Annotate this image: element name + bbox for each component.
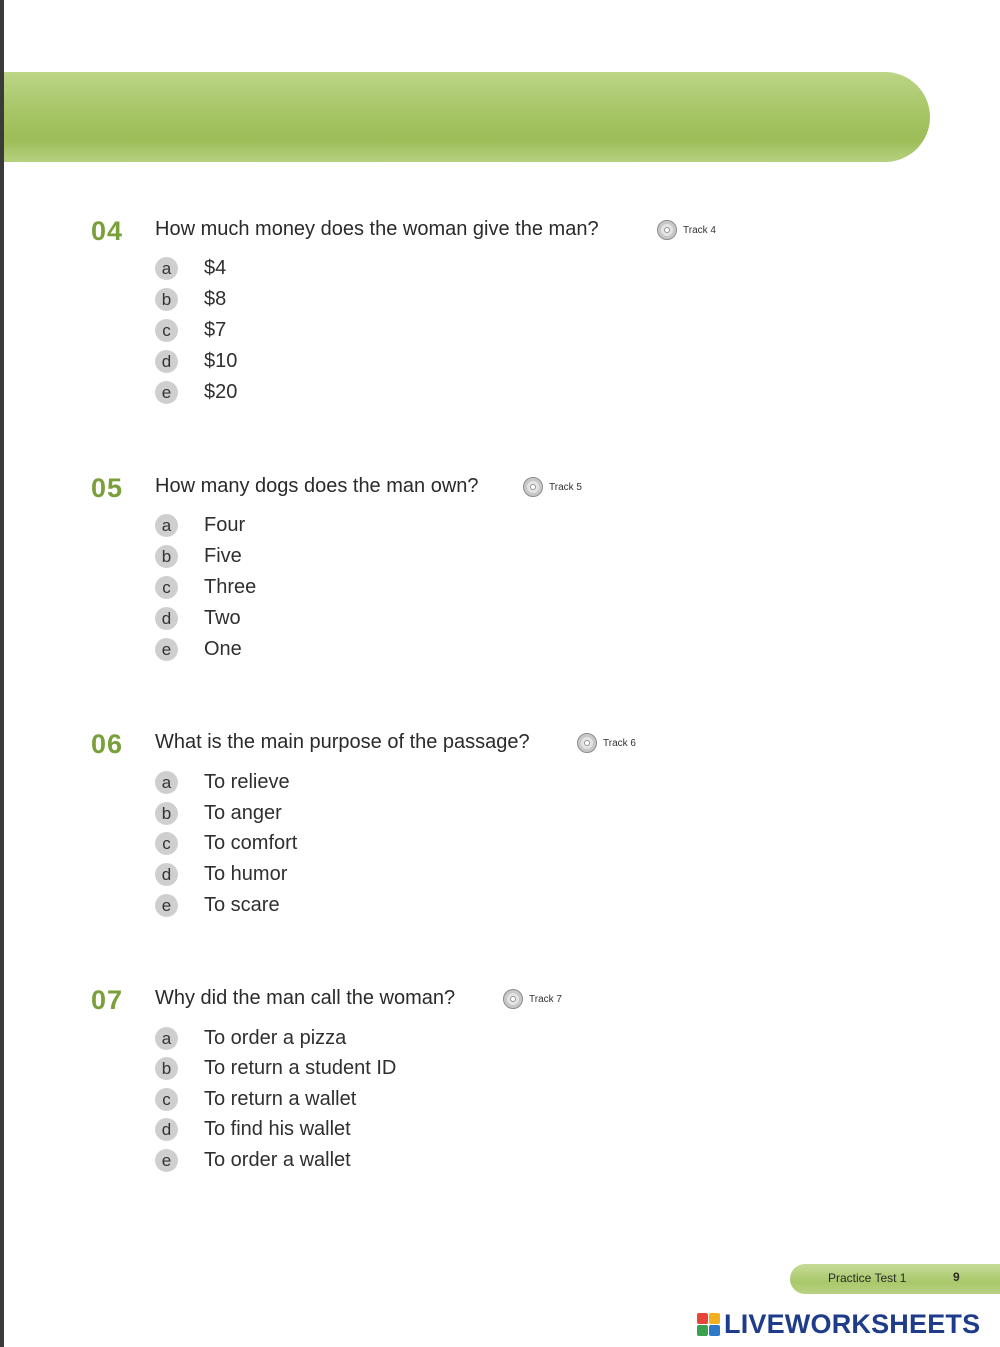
option-letter: c [155, 319, 178, 342]
answer-option-e[interactable] [155, 892, 280, 918]
page-number: 9 [953, 1270, 960, 1284]
answer-option-c[interactable] [155, 317, 226, 343]
option-text: $10 [204, 349, 238, 372]
audio-cd-icon[interactable] [577, 733, 597, 753]
option-letter: c [155, 832, 178, 855]
option-letter: c [155, 576, 178, 599]
option-text: $8 [204, 287, 227, 310]
answer-option-c[interactable] [155, 1086, 356, 1112]
track-label: Track 7 [529, 993, 562, 1005]
option-letter: d [155, 607, 178, 630]
audio-track[interactable] [657, 220, 716, 240]
question-05 [0, 473, 1000, 705]
option-letter: e [155, 381, 178, 404]
answer-option-b[interactable] [155, 800, 282, 826]
option-letter: d [155, 863, 178, 886]
question-text: What is the main purpose of the passage? [155, 731, 530, 753]
answer-option-e[interactable] [155, 636, 242, 662]
option-text: To anger [204, 801, 282, 824]
question-number: 07 [91, 985, 124, 1015]
answer-option-a[interactable] [155, 255, 226, 281]
option-letter: c [155, 1088, 178, 1111]
question-06 [0, 729, 1000, 961]
answer-option-e[interactable] [155, 1147, 351, 1173]
option-text: Three [204, 575, 257, 598]
audio-cd-icon[interactable] [657, 220, 677, 240]
answer-option-b[interactable] [155, 1055, 396, 1081]
answer-option-d[interactable] [155, 348, 237, 374]
answer-option-d[interactable] [155, 1116, 351, 1142]
option-text: $7 [204, 318, 227, 341]
track-label: Track 4 [683, 224, 716, 236]
option-letter: e [155, 1149, 178, 1172]
question-number: 04 [91, 216, 124, 246]
audio-track[interactable] [577, 733, 636, 753]
option-letter: a [155, 514, 178, 537]
footer-label: Practice Test 1 [828, 1271, 907, 1285]
option-letter: e [155, 638, 178, 661]
option-text: $20 [204, 380, 238, 403]
option-letter: a [155, 257, 178, 280]
answer-option-e[interactable] [155, 379, 237, 405]
option-text: To scare [204, 893, 280, 916]
option-text: Five [204, 544, 242, 567]
answer-option-b[interactable] [155, 286, 226, 312]
footer-page-tab [790, 1264, 1000, 1294]
question-04 [0, 216, 1000, 448]
answer-option-a[interactable] [155, 1025, 346, 1051]
audio-track[interactable] [503, 989, 562, 1009]
option-text: To find his wallet [204, 1117, 351, 1140]
option-text: To return a student ID [204, 1056, 397, 1079]
option-text: To relieve [204, 770, 290, 793]
option-text: To order a pizza [204, 1026, 347, 1049]
answer-option-d[interactable] [155, 605, 241, 631]
answer-option-c[interactable] [155, 574, 256, 600]
option-text: To humor [204, 862, 288, 885]
track-label: Track 5 [549, 481, 582, 493]
option-letter: b [155, 288, 178, 311]
option-text: One [204, 637, 242, 660]
question-text: How many dogs does the man own? [155, 475, 479, 497]
liveworksheets-logo-icon [697, 1313, 720, 1336]
option-text: To return a wallet [204, 1087, 357, 1110]
question-07 [0, 985, 1000, 1217]
option-text: To comfort [204, 831, 298, 854]
option-letter: b [155, 802, 178, 825]
option-letter: d [155, 1118, 178, 1141]
watermark-text: LIVEWORKSHEETS [724, 1309, 981, 1339]
option-letter: a [155, 771, 178, 794]
question-text: How much money does the woman give the man? [155, 218, 599, 240]
audio-cd-icon[interactable] [523, 477, 543, 497]
question-number: 05 [91, 473, 124, 503]
answer-option-a[interactable] [155, 512, 245, 538]
audio-cd-icon[interactable] [503, 989, 523, 1009]
option-letter: d [155, 350, 178, 373]
option-text: Four [204, 513, 246, 536]
option-text: Two [204, 606, 241, 629]
question-number: 06 [91, 729, 124, 759]
audio-track[interactable] [523, 477, 582, 497]
option-letter: b [155, 1057, 178, 1080]
answer-option-b[interactable] [155, 543, 242, 569]
option-text: To order a wallet [204, 1148, 351, 1171]
option-letter: e [155, 894, 178, 917]
track-label: Track 6 [603, 737, 636, 749]
liveworksheets-watermark [697, 1309, 980, 1340]
option-letter: a [155, 1027, 178, 1050]
header-banner [4, 72, 930, 162]
question-text: Why did the man call the woman? [155, 987, 456, 1009]
option-text: $4 [204, 256, 227, 279]
option-letter: b [155, 545, 178, 568]
answer-option-d[interactable] [155, 861, 287, 887]
answer-option-c[interactable] [155, 830, 297, 856]
answer-option-a[interactable] [155, 769, 290, 795]
